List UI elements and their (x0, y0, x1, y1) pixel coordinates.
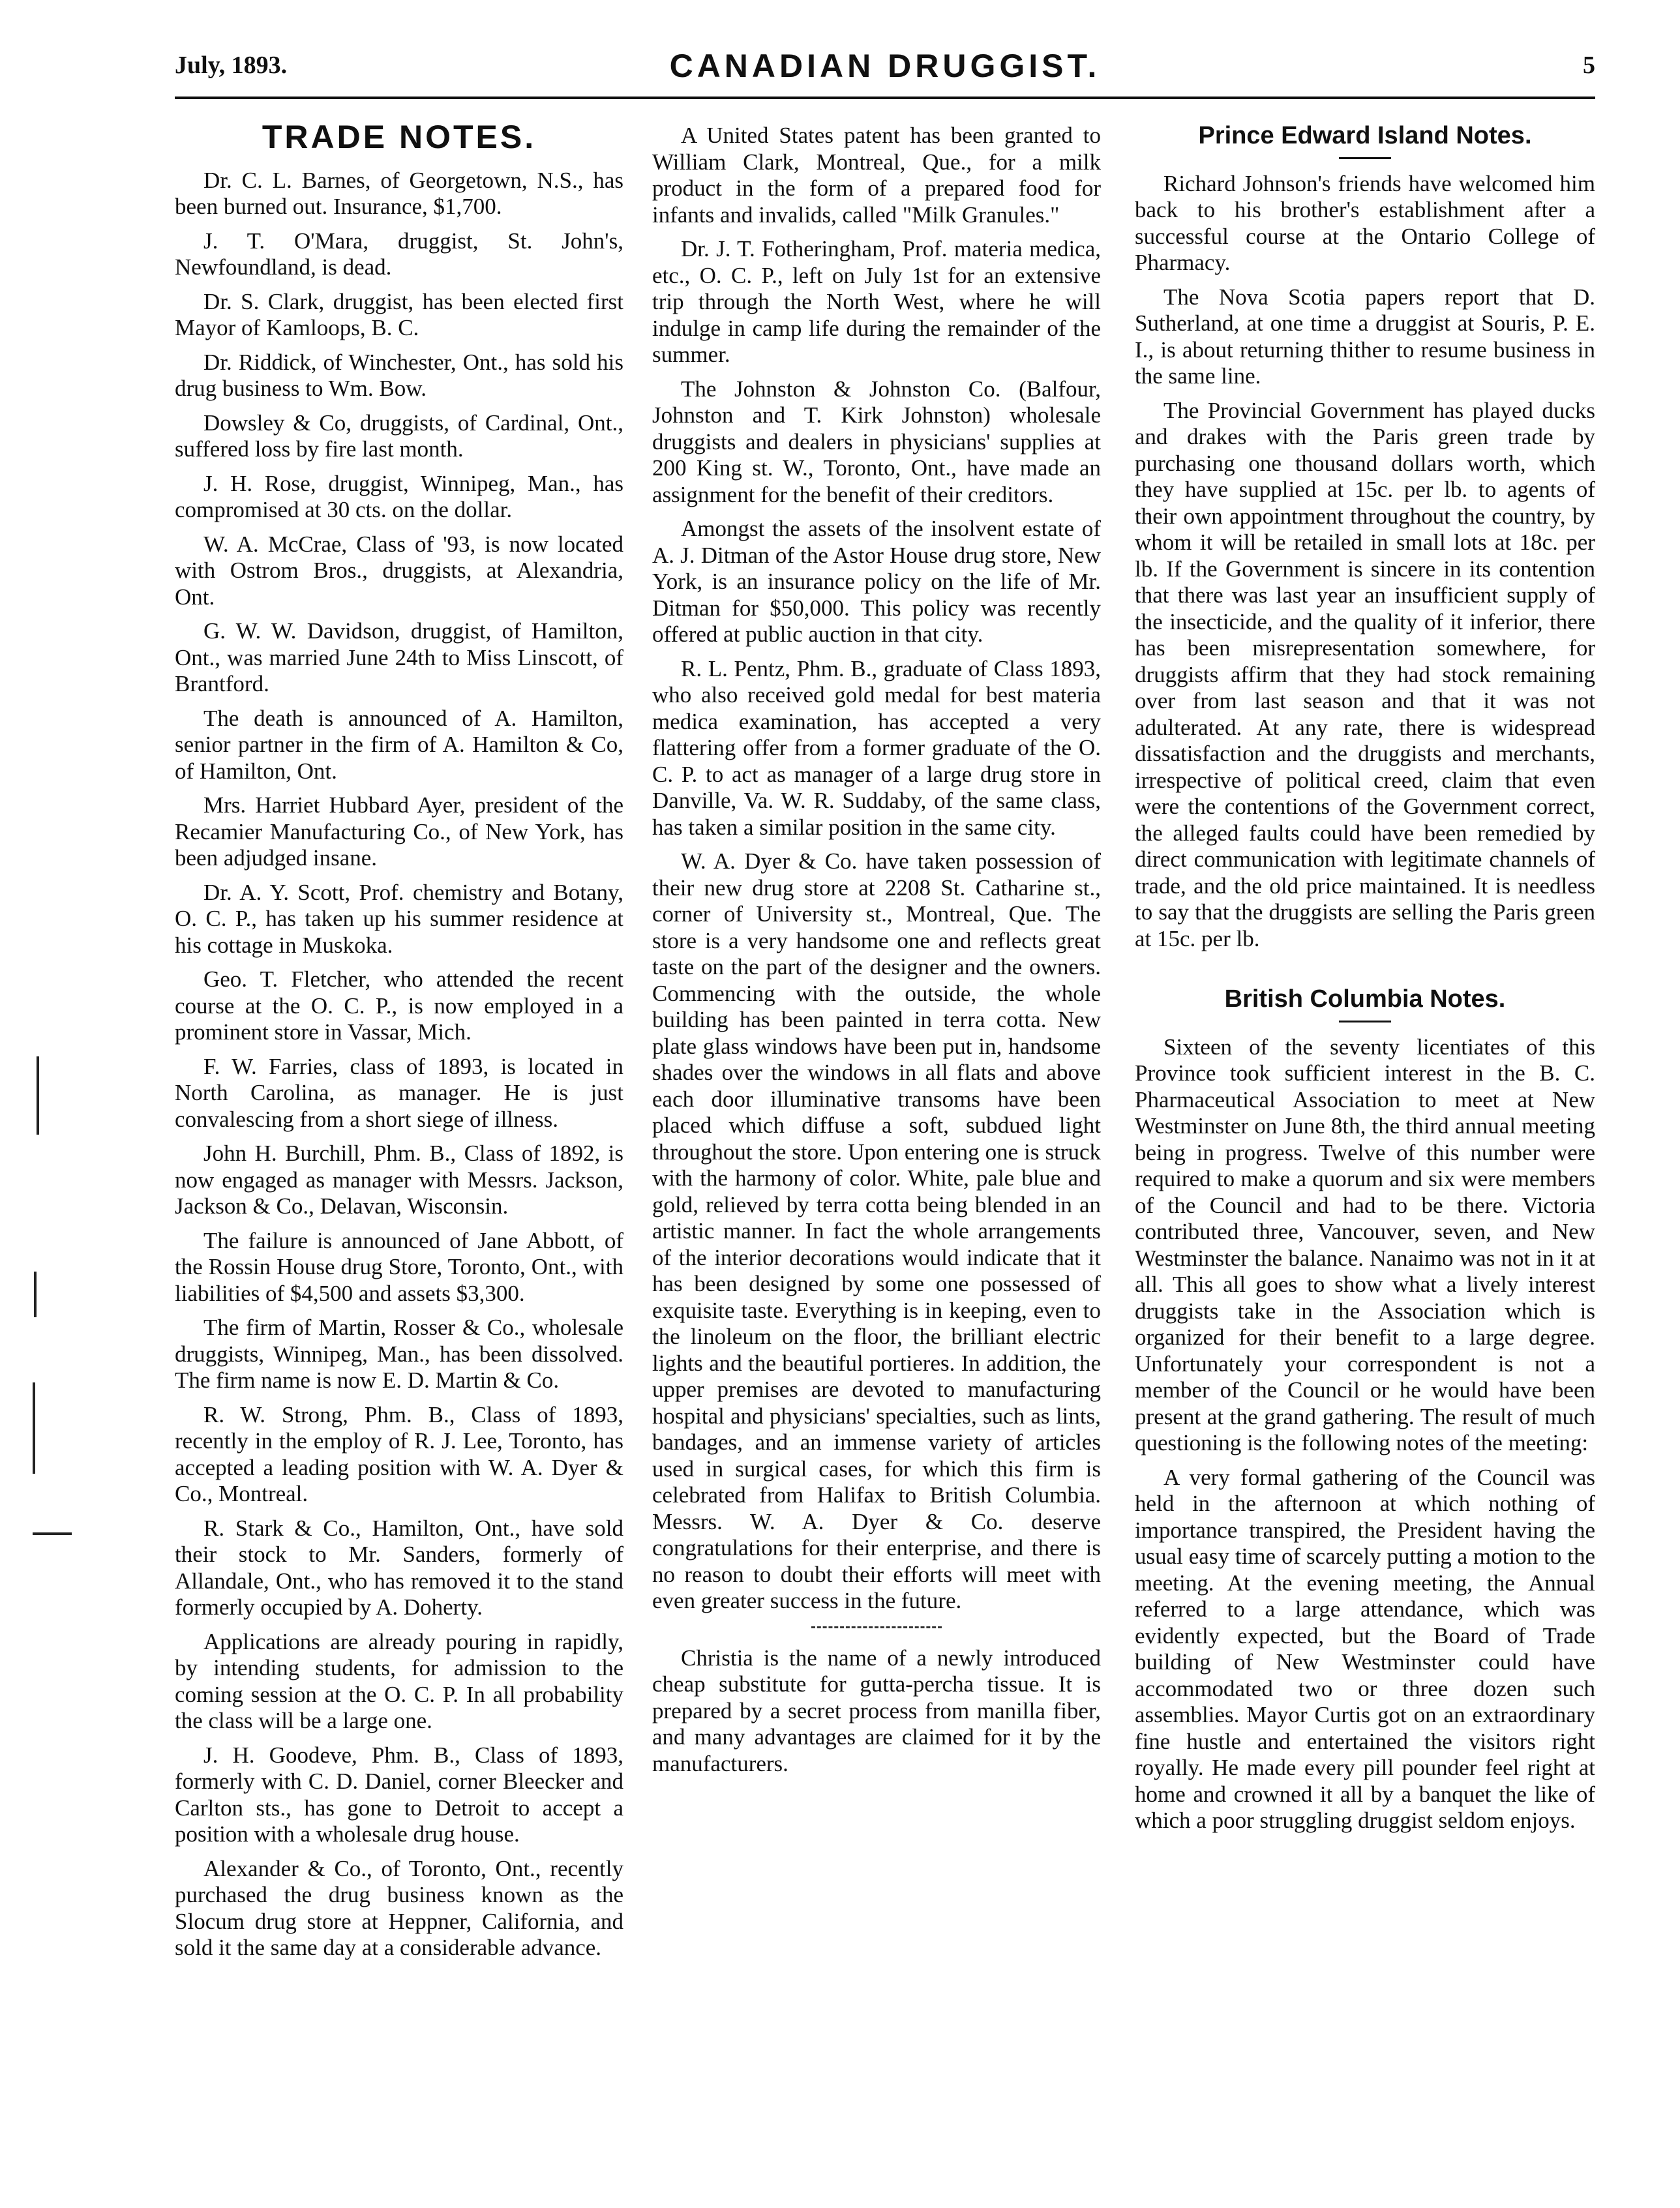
trade-note: The failure is announced of Jane Abbott, of the Rossin House drug Store, Toronto, Ont., with liabilities of $4,500 and assets $3,300. (175, 1227, 623, 1306)
trade-note: W. A. McCrae, Class of '93, is now located with Ostrom Bros., druggists, at Alexandria, Ont. (175, 531, 623, 610)
pei-notes-heading: Prince Edward Island Notes. (1198, 122, 1532, 149)
publication-title: CANADIAN DRUGGIST. (669, 48, 1101, 84)
pei-note: Richard Johnson's friends have welcomed him back to his brother's establishment after a successful course at the Ontario College of Pharmacy. (1135, 170, 1595, 275)
trade-note: R. L. Pentz, Phm. B., graduate of Class 1893, who also received gold medal for best materia medica examination, has accepted a very flattering offer from a former graduate of the O. C. P. to act as manager of a large drug store in Danville, Va. W. R. Suddaby, of the same class, has taken a similar position in the same city. (652, 655, 1101, 840)
trade-note: A United States patent has been granted to William Clark, Montreal, Que., for a milk product in the form of a prepared food for infants and invalids, called "Milk Granules." (652, 123, 1101, 228)
bc-note: Sixteen of the seventy licentiates of this Province took sufficient interest in the B. C. Pharmaceutical Association to meet at New Westminster on June 8th, the third annual meeting being in progress. Twelve of this number were required to make a quorum and six were members of the Council and had to be there. Victoria contributed three, Vancouver, seven, and New Westminster the balance. Nanaimo was not in it at all. This all goes to show what a lively interest druggists take in the Association which is organized for their benefit to a large degree. Unfortunately your correspondent is not a member of the Council or he would have been present at the grand gathering. The result of much questioning is the following notes of the meeting: (1135, 1034, 1595, 1455)
trade-note: The firm of Martin, Rosser & Co., wholesale druggists, Winnipeg, Man., has been dissolved. The firm name is now E. D. Martin & Co. (175, 1315, 623, 1393)
column-2 (652, 123, 1101, 1785)
column-1 (175, 119, 623, 1969)
trade-note: The Johnston & Johnston Co. (Balfour, Johnston and T. Kirk Johnston) wholesale druggists and dealers in physicians' supplies at 200 King st. W., Toronto, Ont., have made an assignment for the benefit of their creditors. (652, 376, 1101, 507)
trade-note: Dr. A. Y. Scott, Prof. chemistry and Botany, O. C. P., has taken up his summer residence at his cottage in Muskoka. (175, 879, 623, 958)
trade-note: R. Stark & Co., Hamilton, Ont., have sold their stock to Mr. Sanders, formerly of Allandale, Ont., who has removed it to the stand formerly occupied by A. Doherty. (175, 1515, 623, 1620)
trade-note: Geo. T. Fletcher, who attended the recent course at the O. C. P., is now employed in a prominent store in Vassar, Mich. (175, 966, 623, 1045)
trade-note: Alexander & Co., of Toronto, Ont., recently purchased the drug business known as the Slocum drug store at Heppner, California, and sold it the same day at a considerable advance. (175, 1855, 623, 1960)
heading-rule (1339, 1021, 1391, 1022)
issue-date: July, 1893. (175, 52, 288, 79)
section-separator (811, 1626, 942, 1628)
trade-note: Dr. Riddick, of Winchester, Ont., has sold his drug business to Wm. Bow. (175, 349, 623, 401)
trade-note: The death is announced of A. Hamilton, senior partner in the firm of A. Hamilton & Co, of Hamilton, Ont. (175, 705, 623, 784)
trade-note: John H. Burchill, Phm. B., Class of 1892, is now engaged as manager with Messrs. Jackson, Jackson & Co., Delavan, Wisconsin. (175, 1141, 623, 1219)
trade-note: F. W. Farries, class of 1893, is located in North Carolina, as manager. He is just convalescing from a short siege of illness. (175, 1053, 623, 1132)
trade-note: J. H. Goodeve, Phm. B., Class of 1893, formerly with C. D. Daniel, corner Bleecker and Carlton sts., has gone to Detroit to accept a position with a wholesale drug house. (175, 1742, 623, 1847)
header-rule (175, 97, 1595, 99)
trade-note: Mrs. Harriet Hubbard Ayer, president of the Recamier Manufacturing Co., of New York, has been adjudged insane. (175, 792, 623, 871)
trade-note: Dowsley & Co, druggists, of Cardinal, Ont., suffered loss by fire last month. (175, 410, 623, 462)
scan-mark (37, 1056, 39, 1135)
trade-note: W. A. Dyer & Co. have taken possession of their new drug store at 2208 St. Catharine st., corner of University st., Montreal, Que. The store is a very handsome one and reflects great taste on the part of the designer and the owners. Commencing with the outside, the whole building has been painted in terra cotta. New plate glass windows have been put in, handsome shades over the windows in all flats and above each door illuminative transoms have been placed which diffuse a soft, subdued light throughout the store. Upon entering one is struck with the harmony of color. White, pale blue and gold, relieved by terra cotta being blended in an artistic manner. In fact the whole arrangements of the interior decorations would indicate that it has been designed by some one possessed of exquisite taste. Everything is in keeping, even to the linoleum on the floor, the brilliant electric lights and the beautiful portieres. In addition, the upper premises are devoted to manufacturing hospital and physicians' specialties, such as lints, bandages, and an immense variety of articles used in surgical cases, for which this firm is celebrated from Halifax to British Columbia. Messrs. W. A. Dyer & Co. deserve congratulations for their enterprise, and there is no reason to doubt their efforts will meet with even greater success in the future. (652, 848, 1101, 1613)
pei-note: The Nova Scotia papers report that D. Sutherland, at one time a druggist at Souris, P. E. I., is about returning thither to resume business in the same line. (1135, 284, 1595, 389)
bc-notes-heading: British Columbia Notes. (1224, 985, 1506, 1013)
trade-note: J. T. O'Mara, druggist, St. John's, Newfoundland, is dead. (175, 228, 623, 280)
running-head (175, 48, 1595, 97)
page-number: 5 (1583, 52, 1595, 79)
trade-note: G. W. W. Davidson, druggist, of Hamilton, Ont., was married June 24th to Miss Linscott, of Brantford. (175, 618, 623, 696)
trade-note: J. H. Rose, druggist, Winnipeg, Man., has compromised at 30 cts. on the dollar. (175, 470, 623, 522)
scan-mark (33, 1532, 72, 1535)
trade-note: R. W. Strong, Phm. B., Class of 1893, recently in the employ of R. J. Lee, Toronto, has accepted a leading position with W. A. Dyer & Co., Montreal. (175, 1401, 623, 1506)
trade-note: Amongst the assets of the insolvent estate of A. J. Ditman of the Astor House drug store, New York, is an insurance policy on the life of Mr. Ditman for $50,000. This policy was recently offered at public auction in that city. (652, 516, 1101, 647)
pei-note: The Provincial Government has played ducks and drakes with the Paris green trade by purchasing one thousand dollars worth, which they have supplied at 15c. per lb. to agents of their own appointment throughout the country, by whom it will be retailed in small lots at 18c. per lb. If the Government is sincere in its contention that there was last year an insufficient supply of the insecticide, and the quality of it inferior, there has been misrepresentation somewhere, for druggists affirm that they had stock remaining over from last season and that it was not adulterated. At any rate, there is widespread dissatisfaction and the druggists and merchants, irrespective of political creed, claim that even were the contentions of the Government correct, the alleged faults could have been remedied by direct communication with legitimate channels of trade, and the old price maintained. It is needless to say that the druggists are selling the Paris green at 15c. per lb. (1135, 397, 1595, 951)
bc-note: A very formal gathering of the Council was held in the afternoon at which nothing of importance transpired, the President having the usual easy time of scarcely putting a motion to the meeting. At the evening meeting, the Annual referred to a large attendance, which was evidently expected, but the Board of Trade building of New Westminster could have accommodated two or three dozen such assemblies. Mayor Curtis got on an extraordinary fine hustle and entertained the visitors right royally. He made every pill pounder feel right at home and crowned it all by a banquet the like of which a poor struggling druggist seldom enjoys. (1135, 1464, 1595, 1833)
trade-note: Dr. J. T. Fotheringham, Prof. materia medica, etc., O. C. P., left on July 1st for an extensive trip through the North West, where he will indulge in camp life during the remainder of the summer. (652, 236, 1101, 367)
heading-rule (1339, 157, 1391, 159)
trade-note: Applications are already pouring in rapidly, by intending students, for admission to the coming session at the O. C. P. In all probability the class will be a large one. (175, 1628, 623, 1733)
scan-mark (34, 1272, 37, 1317)
trade-note: Dr. C. L. Barnes, of Georgetown, N.S., has been burned out. Insurance, $1,700. (175, 167, 623, 219)
trade-notes-heading: TRADE NOTES. (262, 119, 537, 155)
trade-note-closing: Christia is the name of a newly introduced cheap substitute for gutta-percha tissue. It is prepared by a secret process from manilla fiber, and many advantages are claimed for it by the manufacturers. (652, 1645, 1101, 1776)
scan-mark (33, 1382, 35, 1474)
column-3 (1135, 123, 1595, 1842)
trade-note: Dr. S. Clark, druggist, has been elected first Mayor of Kamloops, B. C. (175, 288, 623, 340)
